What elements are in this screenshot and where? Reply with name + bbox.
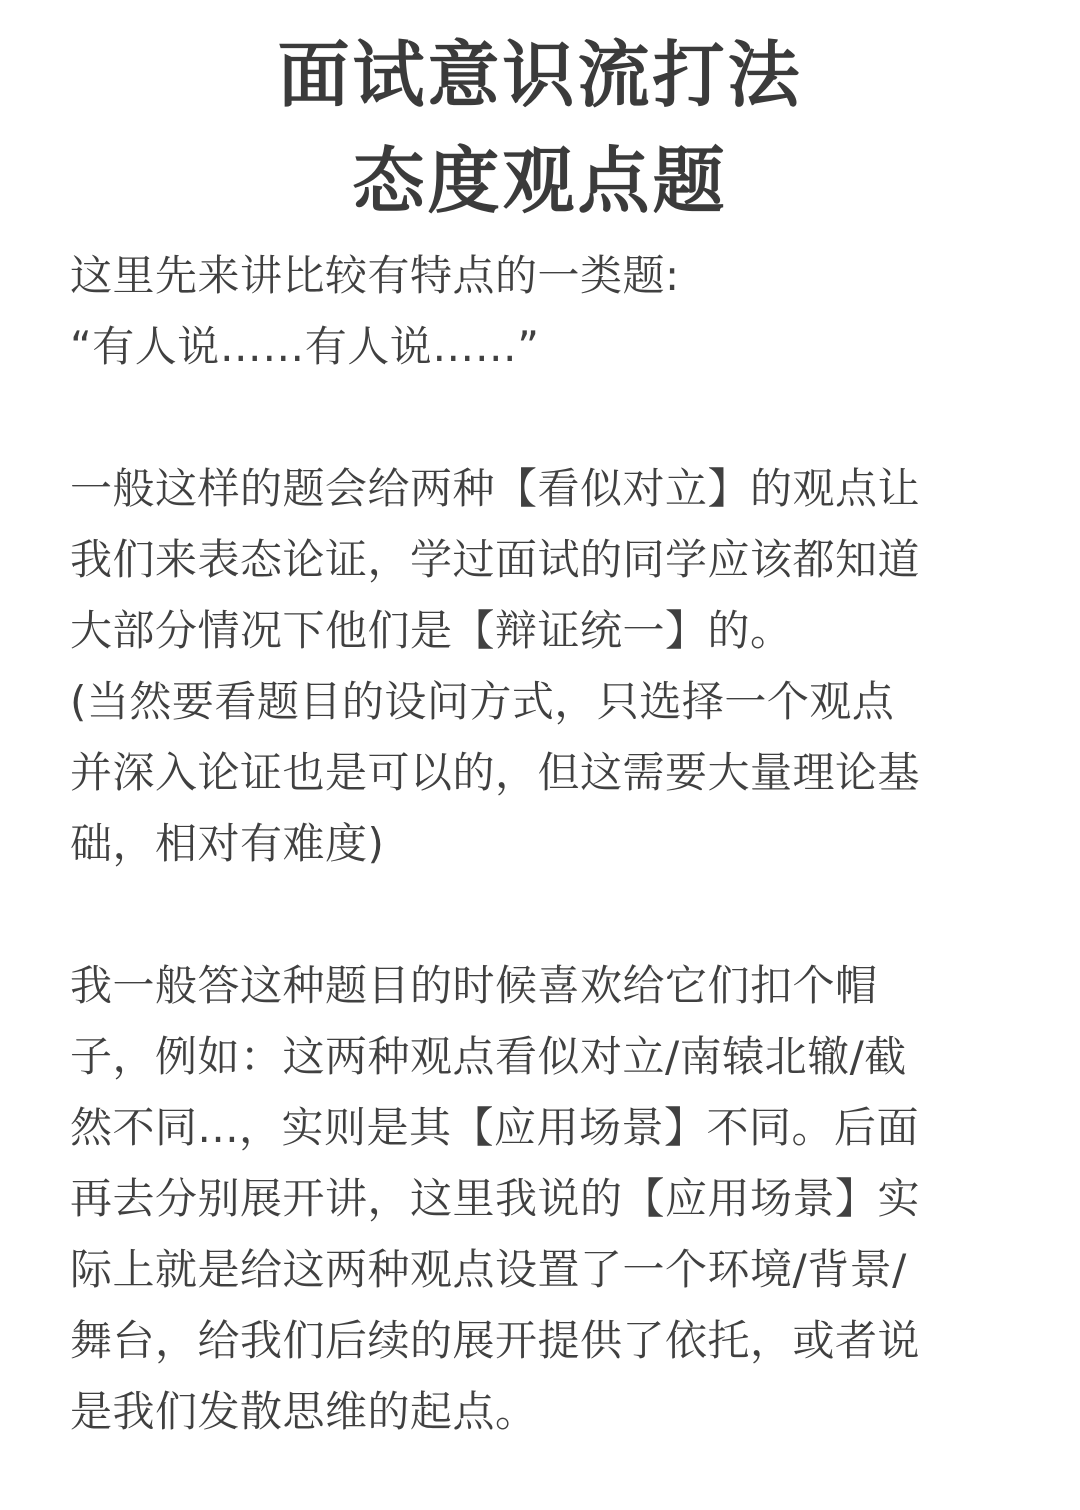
title-line-2: 态度观点题 — [352, 139, 728, 223]
title-line-1: 面试意识流打法 — [277, 33, 803, 117]
paragraph2-line-6: 础，相对有难度) — [70, 819, 385, 868]
intro-paragraph — [70, 240, 1015, 382]
paragraph2-line-2: 我们来表态论证，学过面试的同学应该都知道 — [70, 535, 921, 584]
paragraph-application-scenario — [70, 950, 1015, 1447]
article-body — [70, 240, 1015, 1447]
paragraph3-line-7: 是我们发散思维的起点。 — [70, 1387, 538, 1436]
article-title — [0, 22, 1080, 234]
paragraph3-line-2: 子，例如：这两种观点看似对立/南辕北辙/截 — [70, 1032, 907, 1081]
paragraph3-line-5: 际上就是给这两种观点设置了一个环境/背景/ — [70, 1245, 907, 1294]
intro-line-1: 这里先来讲比较有特点的一类题: — [70, 251, 680, 300]
paragraph2-line-5: 并深入论证也是可以的，但这需要大量理论基 — [70, 748, 921, 797]
paragraph2-line-1: 一般这样的题会给两种【看似对立】的观点让 — [70, 464, 921, 513]
paragraph3-line-1: 我一般答这种题目的时候喜欢给它们扣个帽 — [70, 961, 878, 1010]
paragraph3-line-4: 再去分别展开讲，这里我说的【应用场景】实 — [70, 1174, 921, 1223]
paragraph2-line-3: 大部分情况下他们是【辩证统一】的。 — [70, 606, 793, 655]
paragraph2-line-4: (当然要看题目的设问方式，只选择一个观点 — [70, 677, 895, 726]
paragraph-opposing-views — [70, 453, 1015, 879]
intro-line-2: “有人说……有人说……” — [70, 322, 540, 371]
paragraph3-line-6: 舞台，给我们后续的展开提供了依托，或者说 — [70, 1316, 921, 1365]
paragraph-spacer — [70, 879, 1015, 950]
paragraph3-line-3: 然不同...，实则是其【应用场景】不同。后面 — [70, 1103, 920, 1152]
paragraph-spacer — [70, 382, 1015, 453]
